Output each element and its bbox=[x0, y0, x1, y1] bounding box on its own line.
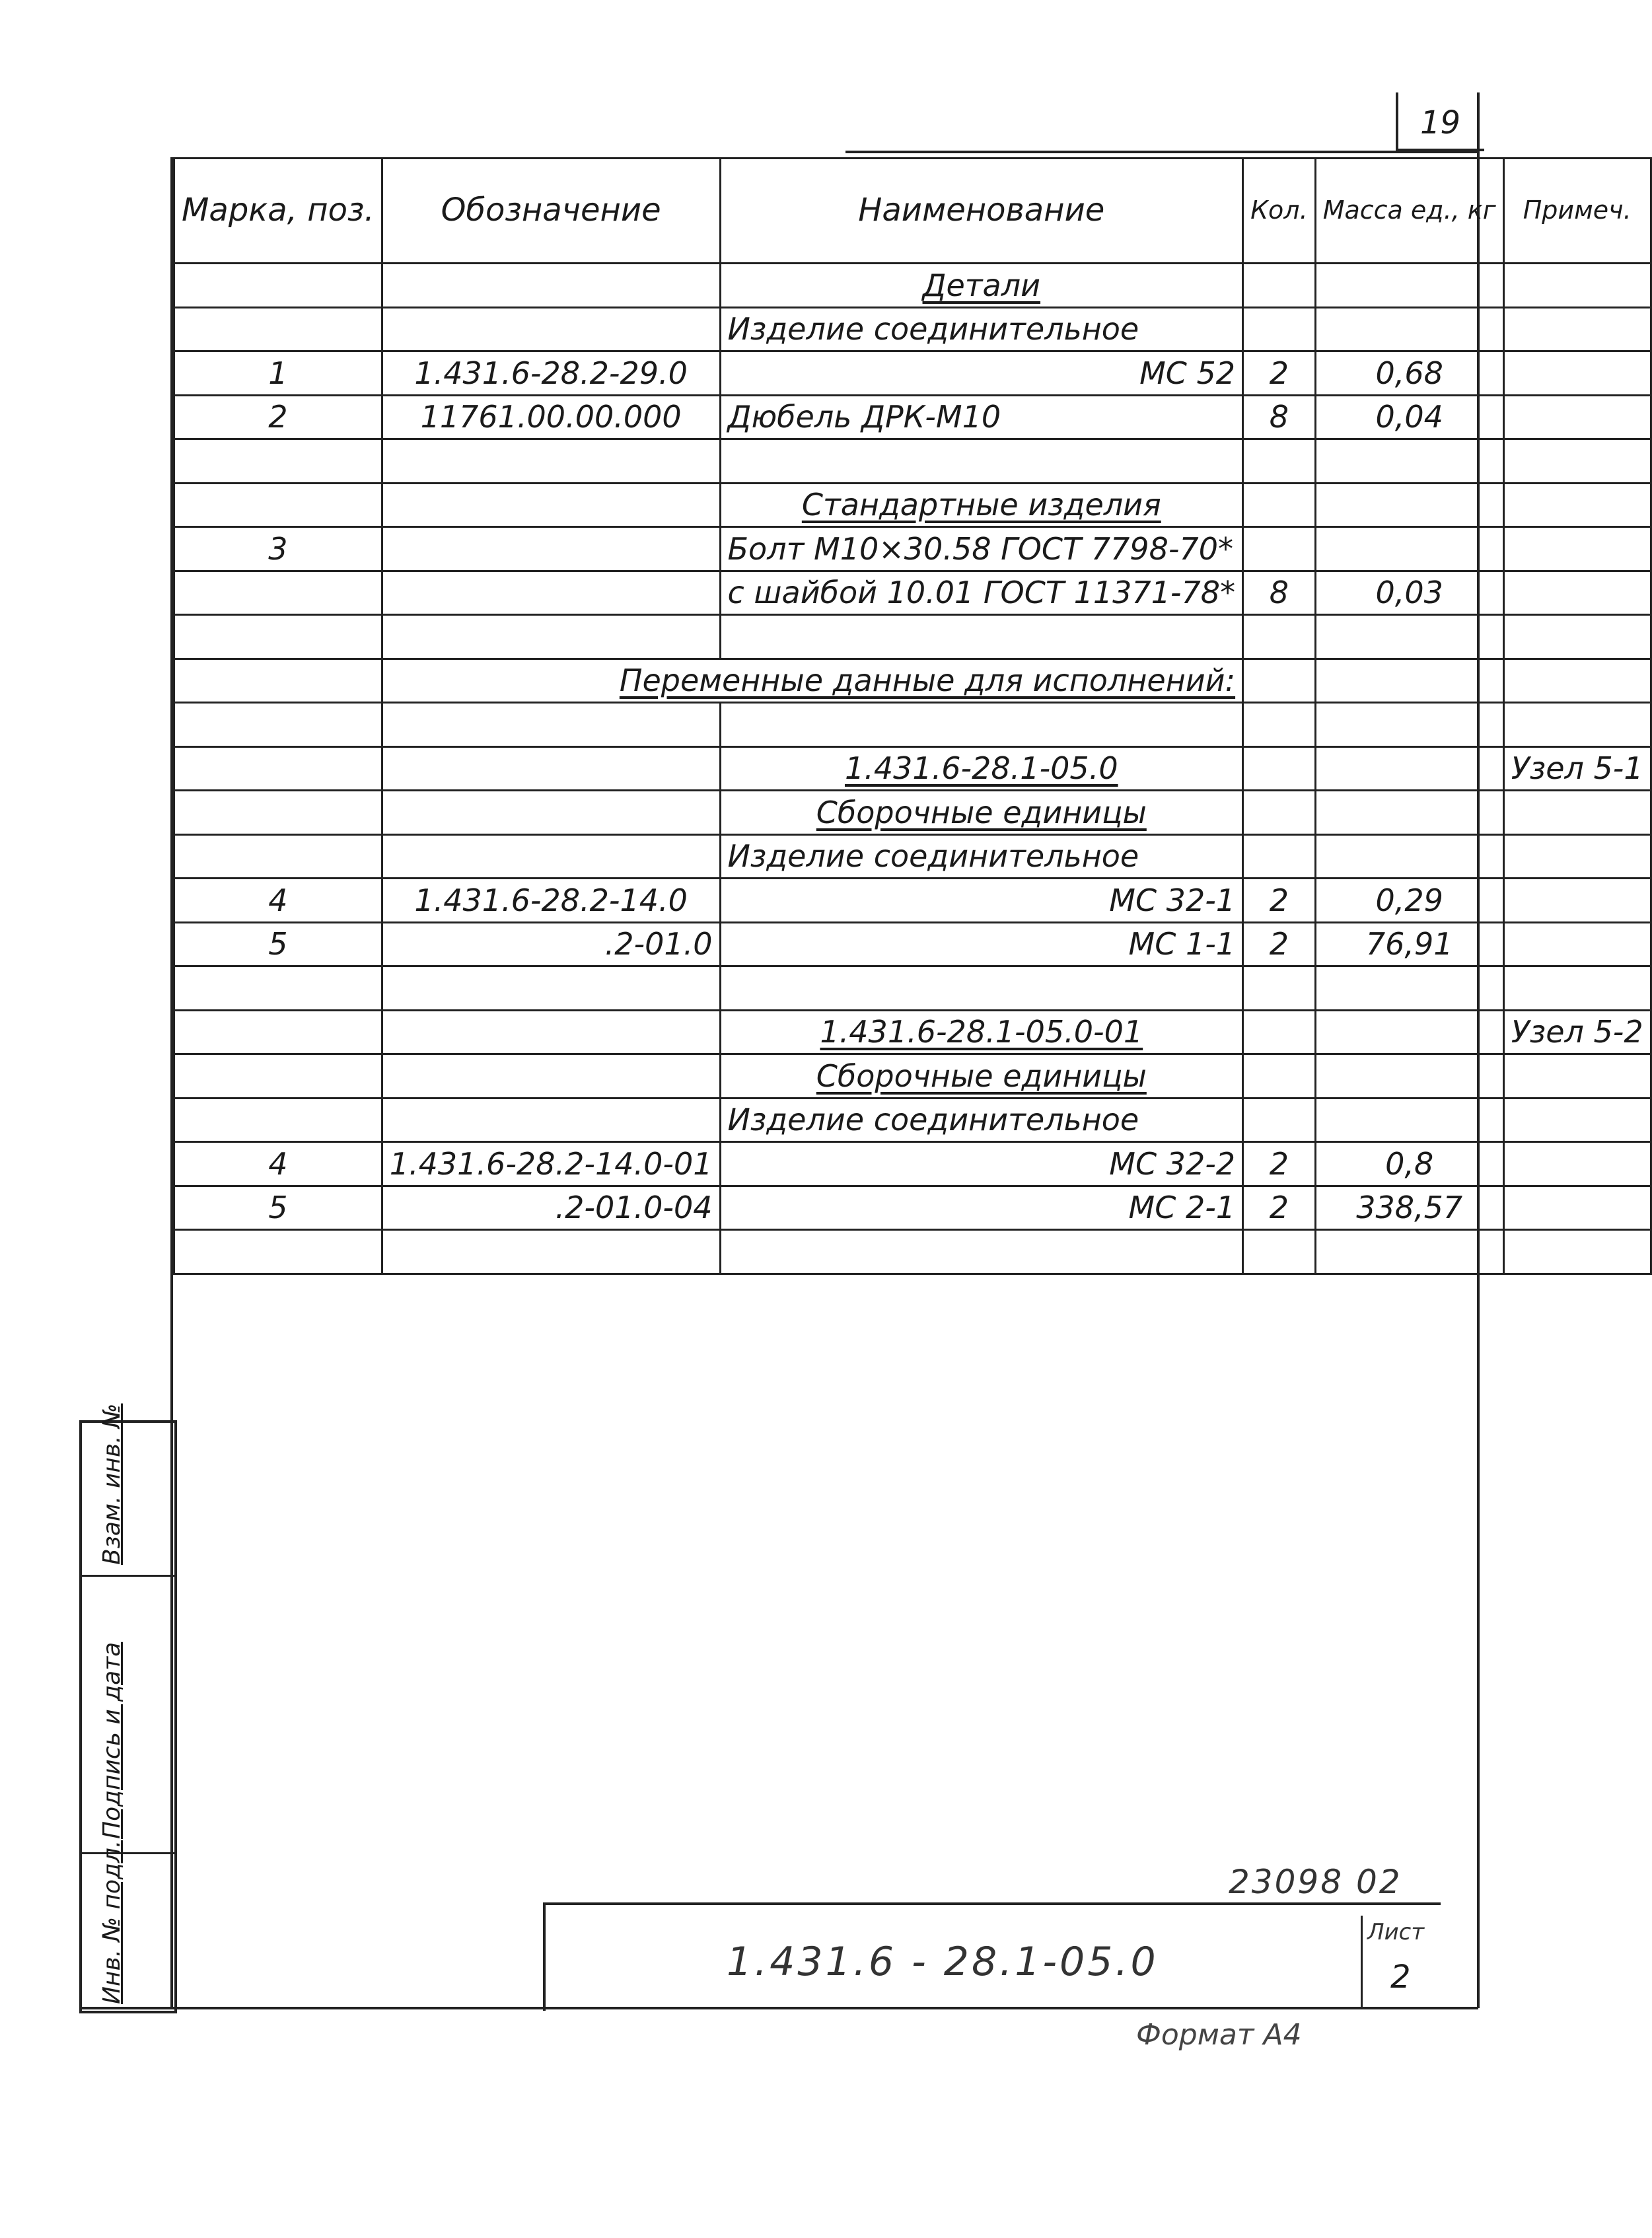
document-code: 1.431.6 - 28.1-05.0 bbox=[727, 1939, 1159, 1985]
cell-note bbox=[1503, 395, 1651, 439]
cell-name: МС 32-1 bbox=[720, 879, 1243, 923]
header-designation: Обозначение bbox=[382, 159, 720, 264]
cell-designation bbox=[382, 1054, 720, 1099]
cell-mark bbox=[174, 264, 382, 308]
table-row bbox=[174, 1142, 1651, 1186]
cell-mark bbox=[174, 966, 382, 1011]
cell-mass: 76,91 bbox=[1315, 922, 1503, 966]
sheet-label: Лист bbox=[1367, 1919, 1425, 1945]
cell-note bbox=[1503, 1186, 1651, 1230]
table-row bbox=[174, 966, 1651, 1011]
cell-designation bbox=[382, 703, 720, 747]
cell-mark bbox=[174, 307, 382, 351]
header-note: Примеч. bbox=[1503, 159, 1651, 264]
cell-name: Дюбель ДРК-М10 bbox=[720, 395, 1243, 439]
cell-note: Узел 5-1 bbox=[1503, 746, 1651, 791]
cell-qty bbox=[1243, 703, 1316, 747]
section-heading: Детали bbox=[922, 267, 1041, 303]
cell-note bbox=[1503, 834, 1651, 879]
cell-mark bbox=[174, 1054, 382, 1099]
cell-mass bbox=[1315, 659, 1503, 703]
variant-designation: 1.431.6-28.1-05.0-01 bbox=[820, 1014, 1143, 1050]
table-row bbox=[174, 879, 1651, 923]
cell-mass bbox=[1315, 746, 1503, 791]
cell-designation bbox=[382, 439, 720, 484]
cell-mark: 2 bbox=[174, 395, 382, 439]
table-header-row bbox=[174, 159, 1651, 264]
cell-name bbox=[720, 1054, 1243, 1099]
cell-mass bbox=[1315, 264, 1503, 308]
cell-name bbox=[720, 483, 1243, 527]
cell-mass bbox=[1315, 439, 1503, 484]
specification-rows bbox=[174, 264, 1651, 1274]
table-row bbox=[174, 527, 1651, 571]
cell-name: МС 1-1 bbox=[720, 922, 1243, 966]
sheet-number: 2 bbox=[1390, 1959, 1411, 1996]
cell-note bbox=[1503, 879, 1651, 923]
cell-mass: 0,8 bbox=[1315, 1142, 1503, 1186]
cell-note bbox=[1503, 922, 1651, 966]
cell-name bbox=[720, 615, 1243, 659]
cell-qty bbox=[1243, 307, 1316, 351]
cell-mark: 5 bbox=[174, 922, 382, 966]
inv-original-label: Инв. № подл. bbox=[98, 1840, 126, 2004]
cell-mark bbox=[174, 615, 382, 659]
format-label: Формат А4 bbox=[1136, 2018, 1302, 2052]
table-row bbox=[174, 1186, 1651, 1230]
cell-name bbox=[720, 1230, 1243, 1274]
margin-stamp bbox=[79, 1403, 177, 2013]
cell-qty bbox=[1243, 966, 1316, 1011]
cell-note bbox=[1503, 1054, 1651, 1099]
table-row bbox=[174, 834, 1651, 879]
cell-qty bbox=[1243, 746, 1316, 791]
cell-qty: 2 bbox=[1243, 1142, 1316, 1186]
cell-mark bbox=[174, 1098, 382, 1142]
cell-designation bbox=[382, 1098, 720, 1142]
variable-data-heading: Переменные данные для исполнений: bbox=[619, 663, 1236, 699]
cell-name bbox=[720, 439, 1243, 484]
cell-mass bbox=[1315, 1054, 1503, 1099]
table-row bbox=[174, 922, 1651, 966]
cell-qty bbox=[1243, 527, 1316, 571]
cell-qty bbox=[1243, 264, 1316, 308]
cell-designation bbox=[382, 746, 720, 791]
cell-note bbox=[1503, 703, 1651, 747]
cell-mark bbox=[174, 834, 382, 879]
cell-name: МС 32-2 bbox=[720, 1142, 1243, 1186]
cell-name: МС 2-1 bbox=[720, 1186, 1243, 1230]
cell-qty bbox=[1243, 483, 1316, 527]
cell-designation bbox=[382, 264, 720, 308]
cell-designation: .2-01.0-04 bbox=[382, 1186, 720, 1230]
replacement-inv-label: Взам. инв. № bbox=[98, 1403, 126, 1565]
cell-qty bbox=[1243, 439, 1316, 484]
cell-name: Изделие соединительное bbox=[720, 834, 1243, 879]
cell-name bbox=[720, 746, 1243, 791]
cell-qty bbox=[1243, 791, 1316, 835]
cell-designation bbox=[382, 571, 720, 615]
cell-qty: 2 bbox=[1243, 351, 1316, 396]
cell-designation bbox=[382, 834, 720, 879]
cell-mass bbox=[1315, 1098, 1503, 1142]
cell-note bbox=[1503, 791, 1651, 835]
frame-top-line bbox=[845, 151, 1478, 153]
table-row bbox=[174, 395, 1651, 439]
cell-mass bbox=[1315, 703, 1503, 747]
cell-qty bbox=[1243, 1054, 1316, 1099]
table-row bbox=[174, 264, 1651, 308]
cell-mark bbox=[174, 703, 382, 747]
cell-note bbox=[1503, 1098, 1651, 1142]
table-row bbox=[174, 571, 1651, 615]
cell-designation bbox=[382, 527, 720, 571]
table-row bbox=[174, 1010, 1651, 1054]
cell-heading bbox=[382, 659, 1242, 703]
table-row bbox=[174, 746, 1651, 791]
cell-mass bbox=[1315, 615, 1503, 659]
section-heading: Стандартные изделия bbox=[801, 487, 1161, 523]
cell-mass: 0,29 bbox=[1315, 879, 1503, 923]
table-row bbox=[174, 351, 1651, 396]
cell-note bbox=[1503, 439, 1651, 484]
cell-name bbox=[720, 966, 1243, 1011]
cell-qty bbox=[1243, 1010, 1316, 1054]
cell-mark: 5 bbox=[174, 1186, 382, 1230]
header-qty: Кол. bbox=[1243, 159, 1316, 264]
cell-mass bbox=[1315, 834, 1503, 879]
cell-mark bbox=[174, 746, 382, 791]
cell-designation bbox=[382, 483, 720, 527]
cell-name: с шайбой 10.01 ГОСТ 11371-78* bbox=[720, 571, 1243, 615]
cell-mass: 338,57 bbox=[1315, 1186, 1503, 1230]
cell-name: МС 52 bbox=[720, 351, 1243, 396]
variant-designation: 1.431.6-28.1-05.0 bbox=[844, 750, 1118, 787]
cell-mark bbox=[174, 439, 382, 484]
specification-table bbox=[173, 157, 1652, 1275]
cell-note bbox=[1503, 966, 1651, 1011]
cell-qty bbox=[1243, 659, 1316, 703]
cell-qty: 2 bbox=[1243, 922, 1316, 966]
table-row bbox=[174, 439, 1651, 484]
cell-mass: 0,03 bbox=[1315, 571, 1503, 615]
table-row bbox=[174, 703, 1651, 747]
header-mass: Масса ед., кг bbox=[1315, 159, 1503, 264]
cell-mark bbox=[174, 1010, 382, 1054]
cell-note bbox=[1503, 1230, 1651, 1274]
cell-designation bbox=[382, 615, 720, 659]
cell-note bbox=[1503, 571, 1651, 615]
cell-qty bbox=[1243, 1230, 1316, 1274]
cell-name bbox=[720, 264, 1243, 308]
cell-qty bbox=[1243, 834, 1316, 879]
cell-mass: 0,68 bbox=[1315, 351, 1503, 396]
cell-designation: .2-01.0 bbox=[382, 922, 720, 966]
cell-name: Болт М10×30.58 ГОСТ 7798-70* bbox=[720, 527, 1243, 571]
cell-qty bbox=[1243, 615, 1316, 659]
cell-mark bbox=[174, 571, 382, 615]
cell-note bbox=[1503, 351, 1651, 396]
cell-note bbox=[1503, 483, 1651, 527]
cell-qty: 2 bbox=[1243, 879, 1316, 923]
cell-name bbox=[720, 1010, 1243, 1054]
cell-mass bbox=[1315, 966, 1503, 1011]
cell-designation bbox=[382, 791, 720, 835]
cell-note bbox=[1503, 659, 1651, 703]
table-row bbox=[174, 791, 1651, 835]
archive-number: 23098 02 bbox=[1229, 1863, 1402, 1901]
cell-mark: 3 bbox=[174, 527, 382, 571]
page-number: 19 bbox=[1420, 104, 1461, 141]
table-row bbox=[174, 1098, 1651, 1142]
section-heading: Сборочные единицы bbox=[816, 794, 1147, 830]
cell-mark bbox=[174, 1230, 382, 1274]
cell-designation: 1.431.6-28.2-14.0-01 bbox=[382, 1142, 720, 1186]
cell-mass bbox=[1315, 1230, 1503, 1274]
cell-note: Узел 5-2 bbox=[1503, 1010, 1651, 1054]
cell-name: Изделие соединительное bbox=[720, 307, 1243, 351]
cell-designation: 11761.00.00.000 bbox=[382, 395, 720, 439]
cell-mark bbox=[174, 659, 382, 703]
cell-qty: 8 bbox=[1243, 571, 1316, 615]
table-row bbox=[174, 615, 1651, 659]
cell-note bbox=[1503, 1142, 1651, 1186]
cell-qty: 8 bbox=[1243, 395, 1316, 439]
header-name: Наименование bbox=[720, 159, 1243, 264]
cell-mass bbox=[1315, 1010, 1503, 1054]
cell-note bbox=[1503, 615, 1651, 659]
cell-qty: 2 bbox=[1243, 1186, 1316, 1230]
cell-note bbox=[1503, 307, 1651, 351]
cell-mass: 0,04 bbox=[1315, 395, 1503, 439]
cell-mark bbox=[174, 483, 382, 527]
cell-mark bbox=[174, 791, 382, 835]
cell-mark: 1 bbox=[174, 351, 382, 396]
cell-mark: 4 bbox=[174, 1142, 382, 1186]
cell-name bbox=[720, 703, 1243, 747]
cell-designation: 1.431.6-28.2-29.0 bbox=[382, 351, 720, 396]
cell-name bbox=[720, 791, 1243, 835]
cell-mark: 4 bbox=[174, 879, 382, 923]
cell-mass bbox=[1315, 791, 1503, 835]
cell-qty bbox=[1243, 1098, 1316, 1142]
signature-date-label: Подпись и дата bbox=[98, 1642, 126, 1839]
cell-designation bbox=[382, 307, 720, 351]
table-row bbox=[174, 1230, 1651, 1274]
table-row bbox=[174, 483, 1651, 527]
header-mark: Марка, поз. bbox=[174, 159, 382, 264]
table-row bbox=[174, 659, 1651, 703]
cell-mass bbox=[1315, 307, 1503, 351]
cell-designation bbox=[382, 966, 720, 1011]
table-row bbox=[174, 307, 1651, 351]
cell-note bbox=[1503, 264, 1651, 308]
cell-designation bbox=[382, 1230, 720, 1274]
cell-note bbox=[1503, 527, 1651, 571]
cell-mass bbox=[1315, 483, 1503, 527]
cell-designation: 1.431.6-28.2-14.0 bbox=[382, 879, 720, 923]
cell-designation bbox=[382, 1010, 720, 1054]
table-row bbox=[174, 1054, 1651, 1099]
cell-mass bbox=[1315, 527, 1503, 571]
cell-name: Изделие соединительное bbox=[720, 1098, 1243, 1142]
section-heading: Сборочные единицы bbox=[816, 1058, 1147, 1094]
